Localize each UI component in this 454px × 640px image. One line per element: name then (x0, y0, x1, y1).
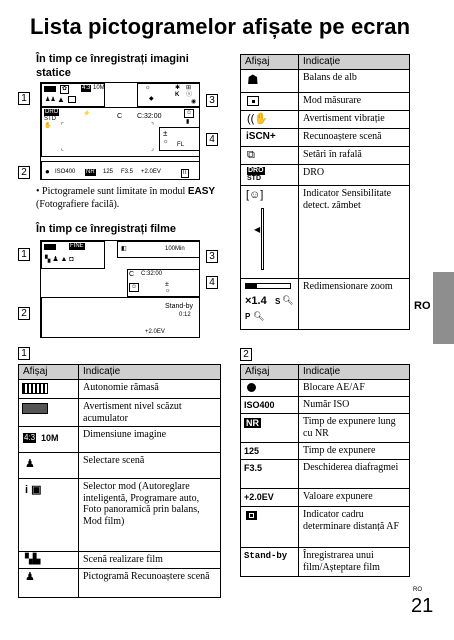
table1-row (19, 552, 220, 569)
table2-text: Blocare AE/AF (303, 382, 365, 393)
dro-badge: DRO (45, 109, 59, 115)
movie-battery-icon (44, 244, 56, 250)
smile-detection-icon: [☺] (246, 189, 264, 201)
battery-icon (44, 86, 56, 92)
table-top-row (241, 165, 409, 186)
image-size: 10M (93, 85, 105, 91)
table2-row (241, 548, 409, 576)
table1-icon-cell (19, 453, 79, 478)
still-ev: +2.0EV (141, 169, 161, 175)
still-aperture: F3.5 (121, 169, 134, 175)
burst-icon: ⧉ (247, 149, 255, 161)
af-bracket-top-left: ⌜ (61, 123, 64, 129)
table2-icon-cell (241, 380, 299, 396)
table1-icon-cell (19, 399, 79, 426)
still-shutter: 125 (103, 169, 114, 175)
eye-icon: ◉ (191, 99, 197, 105)
table-top-text: Indicator Sensibilitate detect. zâmbet (303, 188, 392, 211)
table-top-text: Redimensionare zoom (303, 281, 393, 292)
table2-row (241, 460, 409, 489)
callout-2-movie: 2 (18, 307, 30, 320)
battery-icon (22, 383, 48, 394)
table2-text: Timp de expunere lung cu NR (303, 416, 396, 439)
movie-flash-icon: ± (165, 281, 169, 288)
table-top-row (241, 93, 409, 111)
table2-header (241, 365, 409, 380)
dro-std-label: STD (247, 175, 261, 182)
movie-sun-icon: ☼ (165, 288, 171, 294)
table1-text: Avertisment nivel scăzut acumulator (83, 401, 182, 424)
table-top-row (241, 186, 409, 279)
movie-timer: C:32:00 (141, 271, 163, 277)
movie-counter: 0:12 (179, 312, 191, 318)
ce-icon: C (117, 113, 123, 120)
table2-icon-cell (241, 397, 299, 413)
table1-text: Dimensiune imagine (83, 429, 167, 440)
callout-3-still: 3 (206, 94, 218, 107)
table2-row (241, 507, 409, 548)
zoom-s-label: S (275, 297, 281, 306)
sun-icon: ☼ (163, 139, 169, 145)
steady-icon: ▮ (186, 119, 190, 125)
scene-icon: ✿ (62, 86, 68, 92)
language-side-tab (433, 272, 454, 344)
af-bracket-left: ⌞ (61, 146, 64, 152)
scene-rec-icon: ◆ (149, 96, 154, 102)
page-language: RO (413, 587, 422, 593)
movie-size: 100Min (165, 246, 185, 252)
flash-mode-icon: ± (163, 129, 168, 138)
table-display-2 (240, 364, 410, 577)
table1-callout: 1 (18, 347, 30, 360)
page-title: Lista pictogramelor afișate pe ecran (30, 14, 411, 39)
note-easy-mode: • Pictogramele sunt limitate în modul EASY (Fotografiere facilă). (36, 186, 216, 210)
table1-icon-cell (19, 427, 79, 452)
movie-screen (40, 240, 200, 338)
burst-icon-small: ⊞ (186, 85, 192, 91)
metering-mode-dot (252, 100, 255, 103)
table-top-icon-cell (241, 93, 299, 110)
iso-auto-icon: K (175, 92, 180, 98)
table-top-icon-cell (241, 111, 299, 128)
af-bracket-top-right: ⌝ (151, 123, 154, 129)
table2-row (241, 397, 409, 414)
ae-af-lock-icon (247, 383, 256, 392)
still-images-heading: În timp ce înregistrați imagini statice (36, 53, 189, 79)
metering-icon (68, 96, 76, 103)
fl-icon: ✱ (175, 85, 181, 91)
ae-lock-dot: ● (45, 167, 50, 176)
table-top-icon-cell (241, 147, 299, 164)
table2-head-indication: Indicație (303, 366, 341, 377)
smile-scale-bar (261, 208, 264, 270)
table1-text: Pictogramă Recunoaștere scenă (83, 571, 210, 582)
movie-ce: C (129, 271, 135, 278)
movie-standby: Stand-by (165, 303, 194, 310)
table1-row (19, 479, 220, 552)
smile-level-pointer: ◀ (254, 225, 261, 234)
movie-heading: În timp ce înregistrați filme (36, 223, 176, 235)
af-frame-icon: ⌷ (183, 170, 187, 176)
dro-icon: DRO (248, 167, 264, 174)
battery-warning-icon (22, 403, 48, 414)
table1-row (19, 427, 220, 453)
ev-label: +2.0EV (244, 492, 274, 502)
still-iso: ISO400 (55, 169, 76, 175)
table2-icon-cell (241, 414, 299, 442)
fl-label: FL (177, 142, 185, 148)
callout-1-movie: 1 (18, 248, 30, 261)
table1-header (19, 365, 220, 380)
table1-head-display: Afișaj (19, 365, 79, 379)
table1-icon-cell (19, 569, 79, 597)
dro-std: STD (44, 116, 56, 122)
flash-icon: ⚡ (83, 111, 91, 117)
table1-icon-cell (19, 479, 79, 551)
table2-icon-cell (241, 489, 299, 506)
table2-text: Înregistrarea unui film/Așteptare film (303, 550, 380, 573)
person-icon: ♟♟ (45, 97, 56, 103)
table-top-text: Setări în rafală (303, 149, 362, 160)
table2-text: Timp de expunere (303, 445, 376, 456)
table-display-top (240, 54, 410, 330)
table2-row (241, 380, 409, 397)
table2-icon-cell (241, 548, 299, 576)
language-tab-label: RO (414, 300, 431, 312)
movie-steady-icon: ◧ (121, 246, 127, 252)
table-top-head-indication: Indicație (303, 56, 341, 67)
iso-label: ISO400 (244, 400, 275, 410)
note-suffix: (Fotografiere facilă). (36, 199, 120, 210)
table-top-head-display: Afișaj (241, 55, 299, 69)
table2-icon-cell (241, 507, 299, 547)
af-range-finder-inner (249, 513, 254, 518)
table2-callout: 2 (240, 348, 252, 361)
table-top-row (241, 129, 409, 147)
easy-icon: EASY (187, 186, 216, 197)
table-top-row (241, 111, 409, 129)
page-number: 21 (411, 595, 434, 617)
wb-icon: ☼ (145, 85, 151, 91)
movie-fine: FINE (70, 243, 84, 249)
table-top-row (241, 70, 409, 93)
hand-icon: ✋ (44, 123, 52, 129)
table-top-row (241, 147, 409, 165)
table2-text: Valoare expunere (303, 491, 373, 502)
mode-icon: ▲ (57, 95, 65, 104)
note-prefix: Pictogramele sunt limitate în modul (42, 186, 186, 197)
af-bracket-right: ⌟ (151, 146, 154, 152)
callout-1-still: 1 (18, 92, 30, 105)
zoom-p-magnifier-icon: 🔍︎ (253, 311, 265, 321)
vibration-warning-icon: ((✋ (247, 113, 269, 125)
still-screen (40, 82, 200, 180)
table1-text: Autonomie rămasă (83, 382, 159, 393)
table-top-row (241, 279, 409, 329)
table-top-icon-cell (241, 129, 299, 146)
self-timer-icon: ⓢ (186, 92, 193, 98)
table-top-text: Recunoaștere scenă (303, 131, 382, 142)
zoom-magnifier-icon: 🔍︎ (282, 295, 294, 305)
table2-icon-cell (241, 460, 299, 488)
table-top-icon-cell (241, 279, 299, 329)
table1-text: Selector mod (Autoreglare inteligentă, Programare auto, Foto panoramică prin balans, Mod film) (83, 481, 200, 527)
table-display-1 (18, 364, 221, 598)
scene-recognition-indicator-icon: iSCN+ (246, 131, 276, 142)
mode-selector-icon: i ▣ (25, 484, 42, 496)
callout-3-movie: 3 (206, 250, 218, 263)
table-top-text: Balans de alb (303, 72, 357, 83)
callout-4-still: 4 (206, 133, 218, 146)
table-top-text: Mod măsurare (303, 95, 362, 106)
scene-selection-icon: ♟ (25, 458, 35, 470)
ratio-badge: 4:3 (24, 433, 36, 442)
table2-row (241, 443, 409, 460)
ratio-icon: 4:3 (82, 85, 91, 91)
table2-head-display: Afișaj (241, 365, 299, 379)
table1-text: Selectare scenă (83, 455, 145, 466)
movie-scene-icon: ▚ ♟ ▲ ◘ (45, 256, 74, 263)
face-icon: ☺ (186, 110, 193, 116)
table1-row (19, 380, 220, 399)
table2-text: Deschiderea diafragmei (303, 462, 399, 473)
movie-face-icon: ☺ (131, 284, 138, 290)
table-top-text: DRO (303, 167, 325, 178)
table-top-header (241, 55, 409, 70)
table-top-icon-cell (241, 165, 299, 185)
shutter-label: 125 (244, 446, 260, 456)
movie-ev: +2.0EV (145, 329, 165, 335)
zoom-bar-fill (245, 283, 257, 289)
callout-4-movie: 4 (206, 276, 218, 289)
standby-label: Stand-by (244, 551, 288, 561)
movie-zone-top-right (117, 241, 200, 258)
table2-text: Indicator cadru determinare distanță AF (303, 509, 400, 532)
white-balance-icon: ☗ (247, 72, 259, 87)
aperture-label: F3.5 (244, 463, 263, 473)
table1-text: Scenă realizare film (83, 554, 163, 565)
movie-scene-icon: ▚▙ (25, 554, 41, 565)
scene-recognition-icon: ♟ (25, 571, 35, 583)
image-size-icon: 10M (41, 433, 59, 443)
table2-row (241, 414, 409, 443)
table1-head-indication: Indicație (83, 366, 121, 377)
table1-row (19, 569, 220, 597)
table1-icon-cell (19, 380, 79, 398)
recording-time: C:32:00 (137, 113, 162, 120)
table-top-text: Avertisment vibrație (303, 113, 385, 124)
table-top-icon-cell (241, 70, 299, 92)
table1-row (19, 399, 220, 427)
callout-2-still: 2 (18, 166, 30, 179)
nr-icon: NR (246, 418, 259, 428)
table2-icon-cell (241, 443, 299, 459)
table2-row (241, 489, 409, 507)
table1-icon-cell (19, 552, 79, 568)
zoom-ratio: ×1.4 (245, 295, 267, 307)
table-top-icon-cell (241, 186, 299, 278)
still-nr: NR (86, 169, 95, 175)
table1-row (19, 453, 220, 479)
zoom-p-label: P (245, 312, 251, 321)
table2-text: Număr ISO (303, 399, 350, 410)
